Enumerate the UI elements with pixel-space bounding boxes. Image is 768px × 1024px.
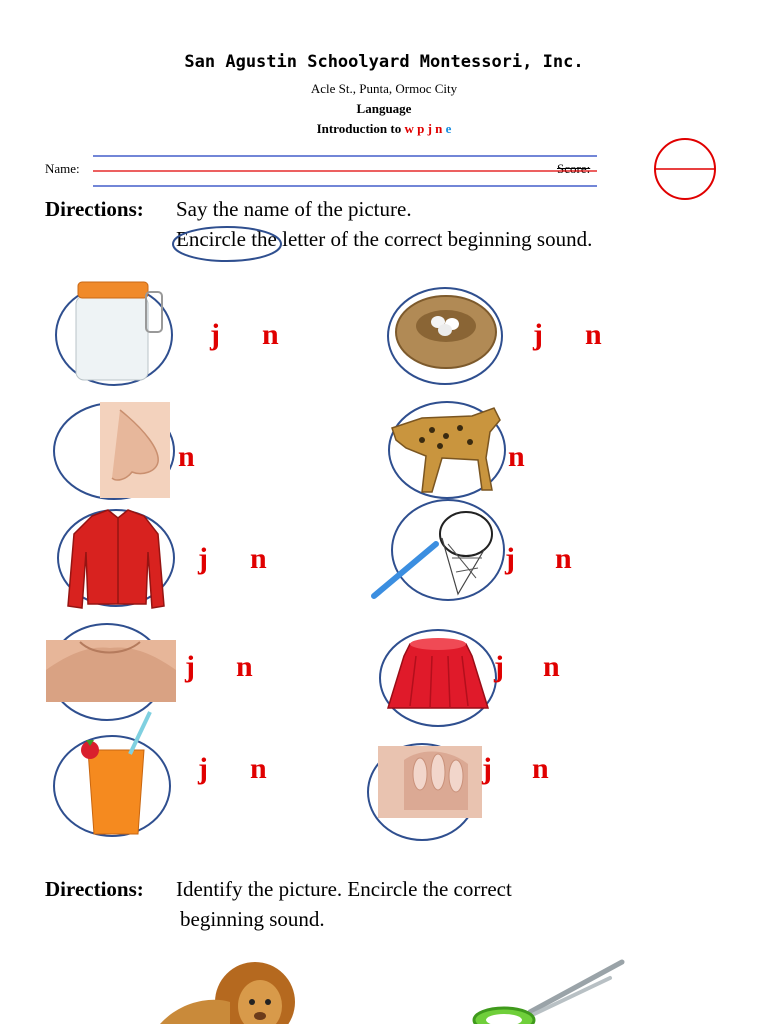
directions-text-1b: Encircle the letter of the correct beginning sound. (176, 227, 593, 251)
choice-letter[interactable]: n (508, 440, 525, 473)
choice-letter[interactable]: j (210, 318, 220, 351)
choice-letter[interactable]: n (532, 752, 549, 785)
intro-letter-e: e (445, 121, 452, 136)
subject-title: Language (356, 101, 412, 116)
choice-letter[interactable]: j (198, 752, 208, 785)
choice-letter[interactable]: n (555, 542, 572, 575)
example-encircle-icon (170, 224, 286, 266)
directions-text-2a: Identify the picture. Encircle the correct (176, 877, 512, 901)
choice-letter[interactable]: j (482, 752, 492, 785)
choice-letter[interactable]: j (533, 318, 543, 351)
nail-icon (364, 740, 486, 844)
nest-icon (382, 284, 512, 390)
choice-letter[interactable]: j (198, 542, 208, 575)
directions-text-1a: Say the name of the picture. (176, 197, 412, 221)
nose-icon (50, 400, 185, 504)
jar-icon (50, 278, 180, 390)
jaguar-icon (382, 398, 512, 504)
choice-letter[interactable]: n (250, 752, 267, 785)
choice-letter[interactable]: n (250, 542, 267, 575)
school-name: San Agustin Schoolyard Montessori, Inc. (184, 52, 584, 72)
choice-letter[interactable]: n (543, 650, 560, 683)
directions-label-2: Directions: (45, 877, 144, 901)
choice-letter[interactable]: j (494, 650, 504, 683)
jelly-icon (376, 626, 506, 730)
choice-letter[interactable]: n (262, 318, 279, 351)
lion-icon (160, 952, 310, 1024)
choice-letter[interactable]: n (585, 318, 602, 351)
score-circle-icon (650, 137, 720, 203)
name-label: Name: (45, 161, 80, 176)
intro-letter-n: n (435, 121, 443, 136)
score-label: Score: (557, 161, 591, 176)
intro-letter-p: p (417, 121, 425, 136)
net-icon (366, 498, 506, 606)
jacket-icon (52, 506, 182, 618)
directions-label-1: Directions: (45, 197, 144, 221)
intro-letter-w: w (404, 121, 414, 136)
intro-prefix: Introduction to (316, 121, 402, 136)
choice-letter[interactable]: j (185, 650, 195, 683)
scissors-icon (460, 956, 630, 1024)
directions-text-2b: beginning sound. (180, 907, 325, 931)
choice-letter[interactable]: n (178, 440, 195, 473)
school-address: Acle St., Punta, Ormoc City (310, 81, 458, 96)
intro-letter-j: j (427, 121, 432, 136)
choice-letter[interactable]: j (505, 542, 515, 575)
choice-letter[interactable]: n (236, 650, 253, 683)
juice-icon (48, 706, 178, 842)
